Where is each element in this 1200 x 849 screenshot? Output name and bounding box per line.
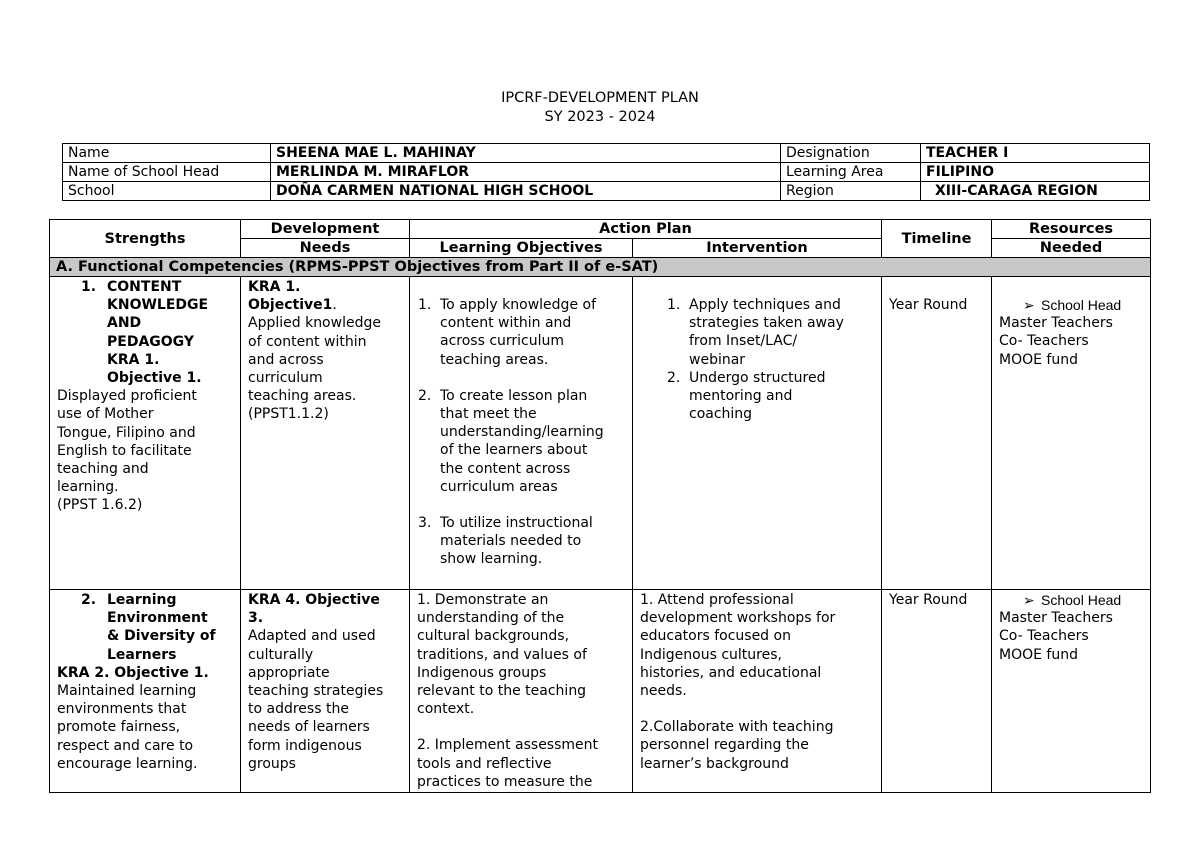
strength-desc-1: Displayed proficient use of Mother Tongue, Filipino and English to facilitate teaching and learning. (PPST 1.6.2) [57,388,197,514]
table-row [50,277,1151,590]
intervention-cell-1 [633,277,882,590]
intervention-item: 2.Collaborate with teaching personnel regarding the learner’s background [640,719,834,772]
designation-value: TEACHER I [921,144,1150,163]
learning-area-value: FILIPINO [921,163,1150,182]
dev-need-cell-1 [241,277,410,590]
header-intervention: Intervention [633,239,882,258]
school-label: School [63,182,271,201]
need-desc-1: Applied knowledge of content within and across curriculum teaching areas. (PPST1.1.2) [248,315,381,423]
timeline-value: Year Round [889,592,968,608]
school-head-value: MERLINDA M. MIRAFLOR [271,163,781,182]
header-dev-needs-1: Development [241,220,410,239]
region-value: XIII-CARAGA REGION [921,182,1150,201]
school-year: SY 2023 - 2024 [544,109,656,125]
header-strengths: Strengths [50,220,241,258]
strength-cell-2 [50,590,241,793]
designation-label: Designation [781,144,921,163]
school-value: DOÑA CARMEN NATIONAL HIGH SCHOOL [271,182,781,201]
strength-cell-1 [50,277,241,590]
document-title: IPCRF-DEVELOPMENT PLAN [501,90,699,106]
resources-cell-2 [992,590,1151,793]
intervention-item: 1. Apply techniques and strategies taken away from Inset/LAC/ webinar [667,297,844,368]
header-resources-2: Needed [992,239,1151,258]
intervention-cell-2 [633,590,882,793]
development-plan-table [49,219,1151,793]
info-table [62,143,1150,201]
resource-item: Master Teachers [999,610,1113,627]
strength-desc-2: Maintained learning environments that promote fairness, respect and care to encourage learning. [57,683,198,772]
learning-area-label: Learning Area [781,163,921,182]
header-learning-objectives: Learning Objectives [410,239,633,258]
resource-school-head: ➢ School Head [1023,297,1122,313]
section-a-heading: A. Functional Competencies (RPMS-PPST Objectives from Part II of e-SAT) [50,258,1151,277]
resource-item: MOOE fund [999,351,1078,368]
strength-title-1: 1. CONTENT KNOWLEDGE AND PEDAGOGY KRA 1. Objective 1. [81,279,209,387]
timeline-cell-1 [882,277,992,590]
timeline-value: Year Round [889,297,968,313]
school-head-label: Name of School Head [63,163,271,182]
dev-need-cell-2 [241,590,410,793]
resource-item: Master Teachers [999,315,1113,332]
objective-item: 3. To utilize instructional materials needed to show learning. [418,515,593,568]
table-row [50,590,1151,793]
header-timeline: Timeline [882,220,992,258]
name-label: Name [63,144,271,163]
need-kra-1: KRA 1. [248,279,301,295]
resource-item: Co- Teachers [999,333,1089,350]
resource-item: Co- Teachers [999,628,1089,645]
objective-item: 1. To apply knowledge of content within and across curriculum teaching areas. [418,297,596,368]
objectives-cell-2 [410,590,633,793]
need-kra-2: KRA 4. Objective [248,592,380,608]
objective-item: 2. Implement assessment tools and reflective practices to measure the [417,737,599,790]
header-dev-needs-2: Needs [241,239,410,258]
intervention-item: 2. Undergo structured mentoring and coaching [667,369,826,423]
need-objective-1: Objective1. [248,297,337,314]
header-resources-1: Resources [992,220,1151,239]
header-action-plan: Action Plan [410,220,882,239]
name-value: SHEENA MAE L. MAHINAY [271,144,781,163]
objective-item: 1. Demonstrate an understanding of the cultural backgrounds, traditions, and values of Indigenous groups relevant to the teaching context. [417,592,587,718]
region-label: Region [781,182,921,201]
need-desc-2: Adapted and used culturally appropriate teaching strategies to address the needs of learners form indigenous groups [248,628,384,772]
intervention-item: 1. Attend professional development workshops for educators focused on Indigenous cultures, histories, and educational needs. [640,592,836,700]
resource-item: MOOE fund [999,646,1078,663]
strength-title-2: 2. Learning Environment & Diversity of Learners [81,592,216,663]
resources-cell-1 [992,277,1151,590]
timeline-cell-2 [882,590,992,793]
strength-kra-2: KRA 2. Objective 1. [57,664,209,681]
arrow-bullet-icon: ➢ [1023,592,1035,608]
objectives-cell-1 [410,277,633,590]
need-objective-2: 3. [248,610,264,627]
resource-school-head: ➢ School Head [1023,592,1122,608]
arrow-bullet-icon: ➢ [1023,297,1035,313]
objective-item: 2. To create lesson plan that meet the understanding/learning of the learners about the content across curriculum areas [418,387,604,495]
